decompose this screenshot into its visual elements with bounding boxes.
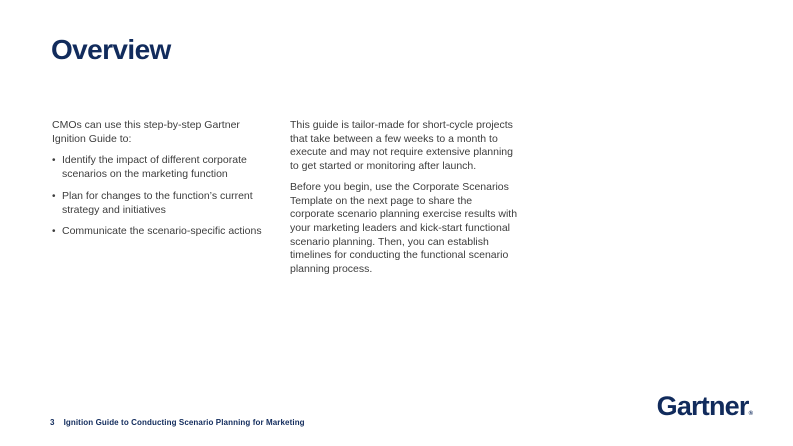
body-paragraph: This guide is tailor-made for short-cycle projects that take between a few weeks to a month to execute and may not require extensive planning to get started or monitoring after launch. [290, 119, 513, 173]
content-columns [52, 119, 518, 284]
body-paragraph: Before you begin, use the Corporate Scenarios Template on the next page to share the corporate scenario planning exercise results with your marketing leaders and kick-start functional scenario planning. Then, you can establish timelines for conducting the functional scenario planning process. [290, 180, 518, 276]
bullet-text: Plan for changes to the function’s current strategy and initiatives [62, 189, 253, 216]
footer [50, 418, 305, 427]
page-title: Overview [51, 34, 171, 65]
bullet-icon: • [52, 190, 56, 202]
bullet-icon: • [52, 226, 56, 238]
list-item [52, 190, 274, 217]
bullet-text: Identify the impact of different corporate scenarios on the marketing function [62, 154, 247, 181]
right-column [290, 119, 518, 284]
list-item [52, 225, 274, 239]
registered-trademark-icon: ® [748, 411, 753, 417]
list-item [52, 154, 274, 181]
intro-paragraph: CMOs can use this step-by-step Gartner Ignition Guide to: [52, 119, 240, 145]
bullet-icon: • [52, 155, 56, 167]
page-number: 3 [50, 418, 55, 427]
bullet-text: Communicate the scenario-specific actions [62, 225, 262, 238]
bullet-list [52, 154, 274, 239]
gartner-wordmark: Gartner [656, 391, 749, 421]
gartner-logo [657, 393, 753, 420]
footer-doc-title: Ignition Guide to Conducting Scenario Planning for Marketing [63, 418, 305, 427]
left-column [52, 119, 274, 284]
